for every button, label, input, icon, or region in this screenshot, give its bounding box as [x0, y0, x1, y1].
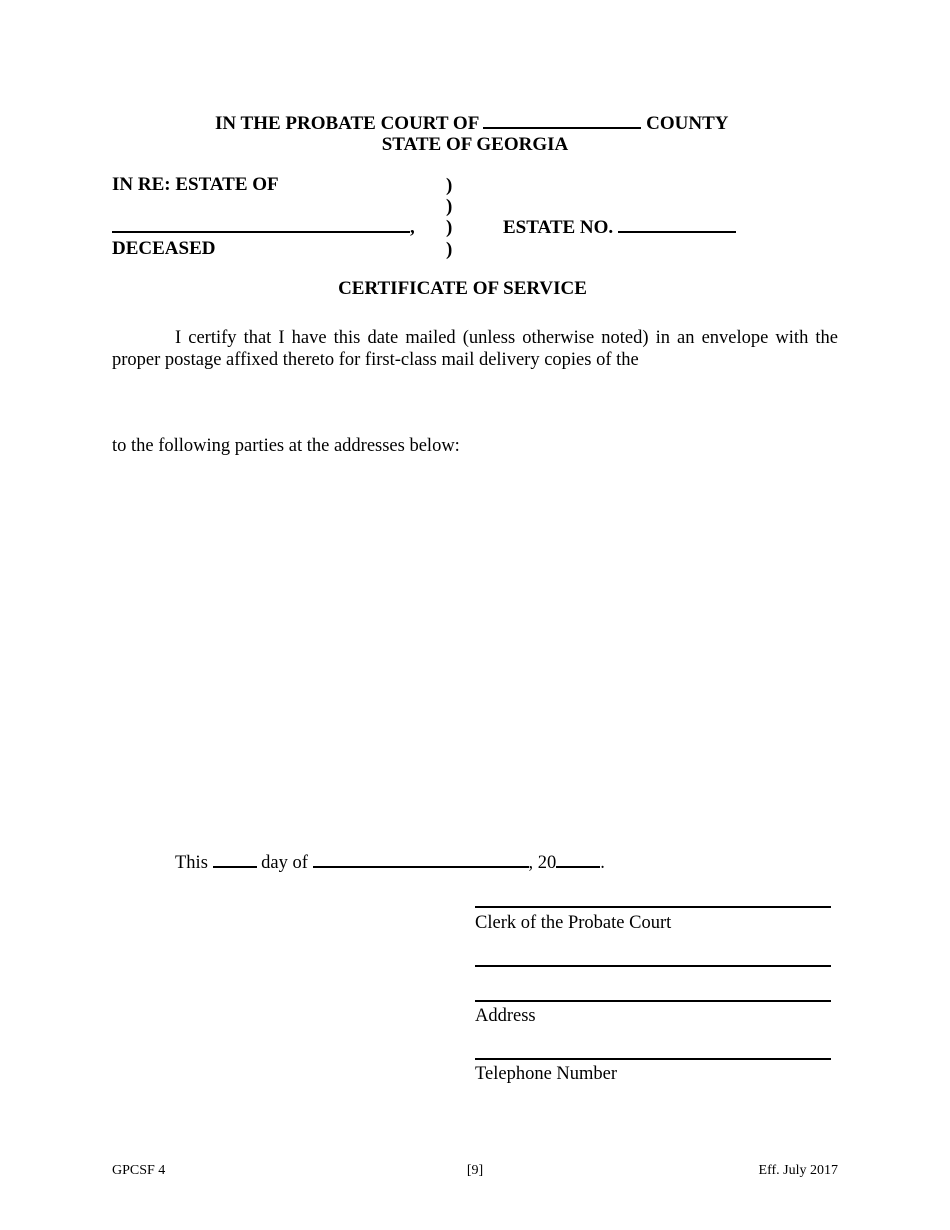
document-title: CERTIFICATE OF SERVICE — [338, 278, 587, 299]
decedent-name-line — [112, 216, 415, 239]
clerk-label: Clerk of the Probate Court — [475, 913, 672, 933]
deceased-label: DECEASED — [112, 238, 216, 259]
date-day-of-label: day of — [261, 853, 308, 873]
address-label: Address — [475, 1006, 536, 1026]
address-line-2[interactable] — [475, 1000, 831, 1002]
caption-paren-2: ) — [446, 196, 453, 217]
date-period: . — [600, 853, 605, 873]
clerk-signature-line[interactable] — [475, 906, 831, 908]
court-heading — [215, 112, 728, 135]
footer-form-id: GPCSF 4 — [112, 1163, 166, 1178]
caption-paren-4: ) — [446, 239, 453, 260]
county-blank[interactable] — [483, 112, 641, 129]
parties-addresses-field[interactable] — [112, 466, 838, 836]
certify-line-1: I certify that I have this date mailed (unless otherwise noted) in an envelope with the — [175, 328, 838, 348]
caption-comma: , — [410, 217, 415, 238]
day-blank[interactable] — [213, 851, 257, 868]
court-heading-prefix: IN THE PROBATE COURT OF — [215, 113, 479, 134]
decedent-name-blank[interactable] — [112, 216, 410, 233]
date-line — [175, 851, 605, 874]
certify-line-2: proper postage affixed thereto for first-class mail delivery copies of the — [112, 350, 639, 370]
date-this-label: This — [175, 853, 208, 873]
in-re-label: IN RE: ESTATE OF — [112, 174, 279, 195]
caption-paren-1: ) — [446, 175, 453, 196]
state-heading: STATE OF GEORGIA — [381, 134, 569, 155]
court-heading-suffix: COUNTY — [646, 113, 729, 134]
caption-paren-3: ) — [446, 217, 453, 238]
year-blank[interactable] — [556, 851, 600, 868]
estate-no — [503, 216, 736, 239]
address-line-1[interactable] — [475, 965, 831, 967]
telephone-label: Telephone Number — [475, 1064, 618, 1084]
telephone-line[interactable] — [475, 1058, 831, 1060]
month-blank[interactable] — [313, 851, 529, 868]
estate-no-blank[interactable] — [618, 216, 736, 233]
estate-no-label: ESTATE NO. — [503, 217, 614, 238]
date-year-prefix: , 20 — [528, 853, 557, 873]
footer-page-number: [9] — [466, 1163, 484, 1178]
footer-effective-date: Eff. July 2017 — [758, 1163, 838, 1178]
document-description-field[interactable] — [112, 383, 838, 429]
parties-line: to the following parties at the addresses below: — [112, 436, 460, 456]
